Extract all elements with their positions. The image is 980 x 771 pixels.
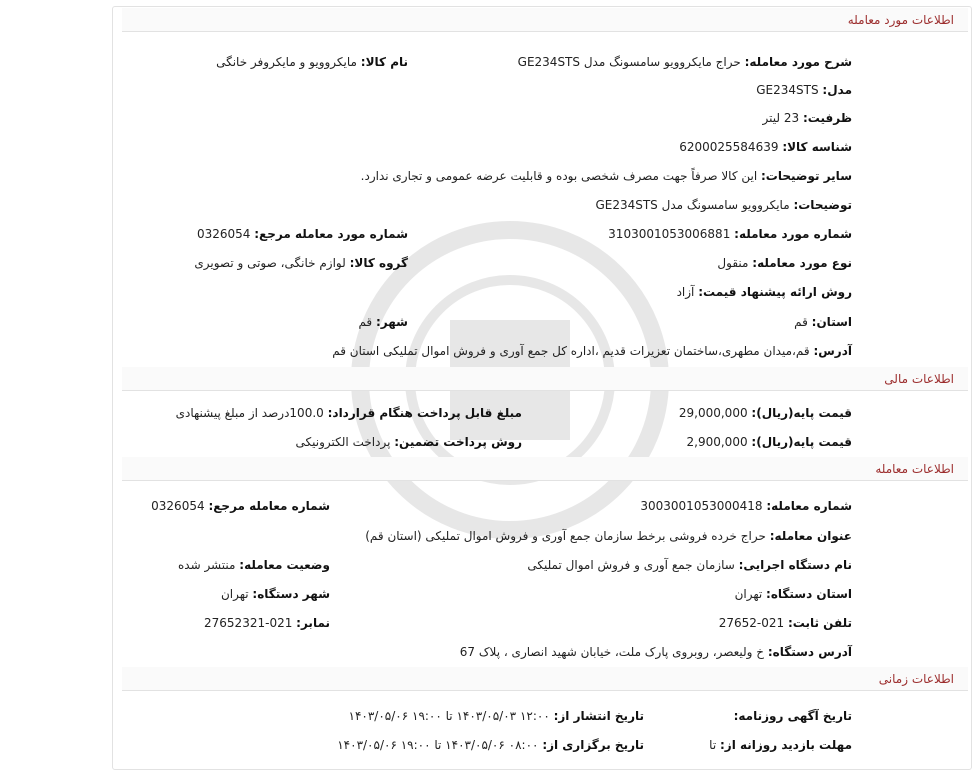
fax [204, 613, 330, 633]
other-notes [361, 166, 852, 186]
base-price-2 [687, 432, 852, 452]
fax-label: نمابر: [296, 616, 330, 630]
deal-type-value: منقول [717, 256, 749, 270]
goods-name-value: مایکروویو و مایکروفر خانگی [216, 55, 357, 69]
phone [719, 613, 852, 633]
province-label: استان: [811, 315, 852, 329]
model-value: GE234STS [756, 83, 819, 97]
deal-number [608, 224, 852, 244]
base-price-2-label: قیمت پایه(ریال): [751, 435, 852, 449]
goods-group-value: لوازم خانگی، صوتی و تصویری [194, 256, 346, 270]
deal-number-label: شماره مورد معامله: [734, 227, 852, 241]
address-label: آدرس: [813, 344, 852, 358]
notes-value: مایکروویو سامسونگ مدل GE234STS [595, 198, 790, 212]
holding-date-label: تاریخ برگزاری از: [542, 738, 644, 752]
guarantee-method-value: پرداخت الکترونیکی [295, 435, 391, 449]
payable-amount-label: مبلغ قابل پرداخت هنگام قرارداد: [327, 406, 522, 420]
org-address-label: آدرس دستگاه: [767, 645, 852, 659]
payable-amount-value: 100.0درصد از مبلغ پیشنهادی [175, 406, 324, 420]
other-notes-value: این کالا صرفاً جهت مصرف شخصی بوده و قابلیت عرضه عمومی و تجاری ندارد. [360, 169, 758, 183]
city-value: قم [358, 315, 373, 329]
capacity [763, 108, 852, 128]
notes-label: توضیحات: [793, 198, 852, 212]
holding-date [337, 735, 644, 755]
address-value: قم،میدان مطهری،ساختمان تعزیرات قدیم ،اداره کل جمع آوری و فروش اموال تملیکی استان قم [332, 344, 810, 358]
visit-deadline [709, 735, 852, 755]
base-price [679, 403, 852, 423]
section-time: اطلاعات زمانی [122, 667, 968, 691]
executor [527, 555, 852, 575]
deal-description-label: شرح مورد معامله: [744, 55, 852, 69]
goods-id [679, 137, 852, 157]
section-financial: اطلاعات مالی [122, 367, 968, 391]
price-method [677, 282, 852, 302]
goods-id-value: 6200025584639 [679, 140, 779, 154]
other-notes-label: سایر توضیحات: [761, 169, 852, 183]
notes [595, 195, 852, 215]
transaction-number-label: شماره معامله: [766, 499, 852, 513]
phone-value: 021-27652 [718, 616, 785, 630]
capacity-label: ظرفیت: [802, 111, 852, 125]
newspaper-date [734, 706, 852, 726]
transaction-ref-number-value: 0326054 [151, 499, 205, 513]
fax-value: 021-27652321 [204, 616, 293, 630]
ref-deal-number-value: 0326054 [196, 227, 251, 241]
price-method-label: روش ارائه پیشنهاد قیمت: [698, 285, 852, 299]
transaction-title-label: عنوان معامله: [769, 529, 852, 543]
org-address [460, 642, 852, 662]
transaction-title [365, 526, 852, 546]
org-city [221, 584, 330, 604]
deal-type [717, 253, 852, 273]
guarantee-method [296, 432, 522, 452]
publish-date [349, 706, 644, 726]
visit-deadline-value: تا [709, 738, 717, 752]
guarantee-method-label: روش پرداخت تضمین: [394, 435, 522, 449]
transaction-title-value: حراج خرده فروشی برخط سازمان جمع آوری و فروش اموال تملیکی (استان قم) [365, 529, 766, 543]
deal-description-value: حراج مایکروویو سامسونگ مدل GE234STS [517, 55, 741, 69]
transaction-ref-number [151, 496, 330, 516]
deal-number-value: 3103001053006881 [608, 227, 731, 241]
deal-description [518, 52, 852, 72]
goods-group [194, 253, 408, 273]
goods-id-label: شناسه کالا: [782, 140, 852, 154]
org-city-label: شهر دستگاه: [252, 587, 330, 601]
base-price-2-value: 2,900,000 [686, 435, 748, 449]
city [358, 312, 408, 332]
address [332, 341, 852, 361]
payable-amount [176, 403, 522, 423]
newspaper-date-label: تاریخ آگهی روزنامه: [733, 709, 852, 723]
transaction-ref-number-label: شماره معامله مرجع: [208, 499, 330, 513]
org-city-value: تهران [220, 587, 249, 601]
ref-deal-number [197, 224, 408, 244]
goods-name-label: نام کالا: [360, 55, 408, 69]
org-province-value: تهران [734, 587, 763, 601]
model-label: مدل: [822, 83, 852, 97]
org-province [735, 584, 852, 604]
publish-date-label: تاریخ انتشار از: [553, 709, 644, 723]
goods-group-label: گروه کالا: [349, 256, 408, 270]
visit-deadline-label: مهلت بازدید روزانه از: [720, 738, 852, 752]
city-label: شهر: [376, 315, 408, 329]
deal-type-label: نوع مورد معامله: [752, 256, 852, 270]
section-transaction: اطلاعات معامله [122, 457, 968, 481]
base-price-value: 29,000,000 [678, 406, 748, 420]
goods-name [216, 52, 408, 72]
province-value: قم [794, 315, 808, 329]
capacity-value: 23 لیتر [762, 111, 800, 125]
transaction-number-value: 3003001053000418 [640, 499, 763, 513]
org-address-value: خ ولیعصر، روبروی پارک ملت، خیابان شهید انصاری ، پلاک 67 [459, 645, 765, 659]
publish-date-value: ۱۲:۰۰ ۱۴۰۳/۰۵/۰۳ تا ۱۹:۰۰ ۱۴۰۳/۰۵/۰۶ [348, 709, 550, 723]
transaction-status [178, 555, 330, 575]
ref-deal-number-label: شماره مورد معامله مرجع: [254, 227, 408, 241]
executor-value: سازمان جمع آوری و فروش اموال تملیکی [527, 558, 735, 572]
transaction-status-label: وضعیت معامله: [239, 558, 330, 572]
transaction-status-value: منتشر شده [177, 558, 236, 572]
holding-date-value: ۰۸:۰۰ ۱۴۰۳/۰۵/۰۶ تا ۱۹:۰۰ ۱۴۰۳/۰۵/۰۶ [337, 738, 539, 752]
phone-label: تلفن ثابت: [787, 616, 852, 630]
section-deal-info: اطلاعات مورد معامله [122, 8, 968, 32]
model [756, 80, 852, 100]
org-province-label: استان دستگاه: [766, 587, 852, 601]
price-method-value: آزاد [676, 285, 695, 299]
executor-label: نام دستگاه اجرایی: [738, 558, 852, 572]
transaction-number [640, 496, 852, 516]
base-price-label: قیمت پایه(ریال): [751, 406, 852, 420]
province [794, 312, 852, 332]
